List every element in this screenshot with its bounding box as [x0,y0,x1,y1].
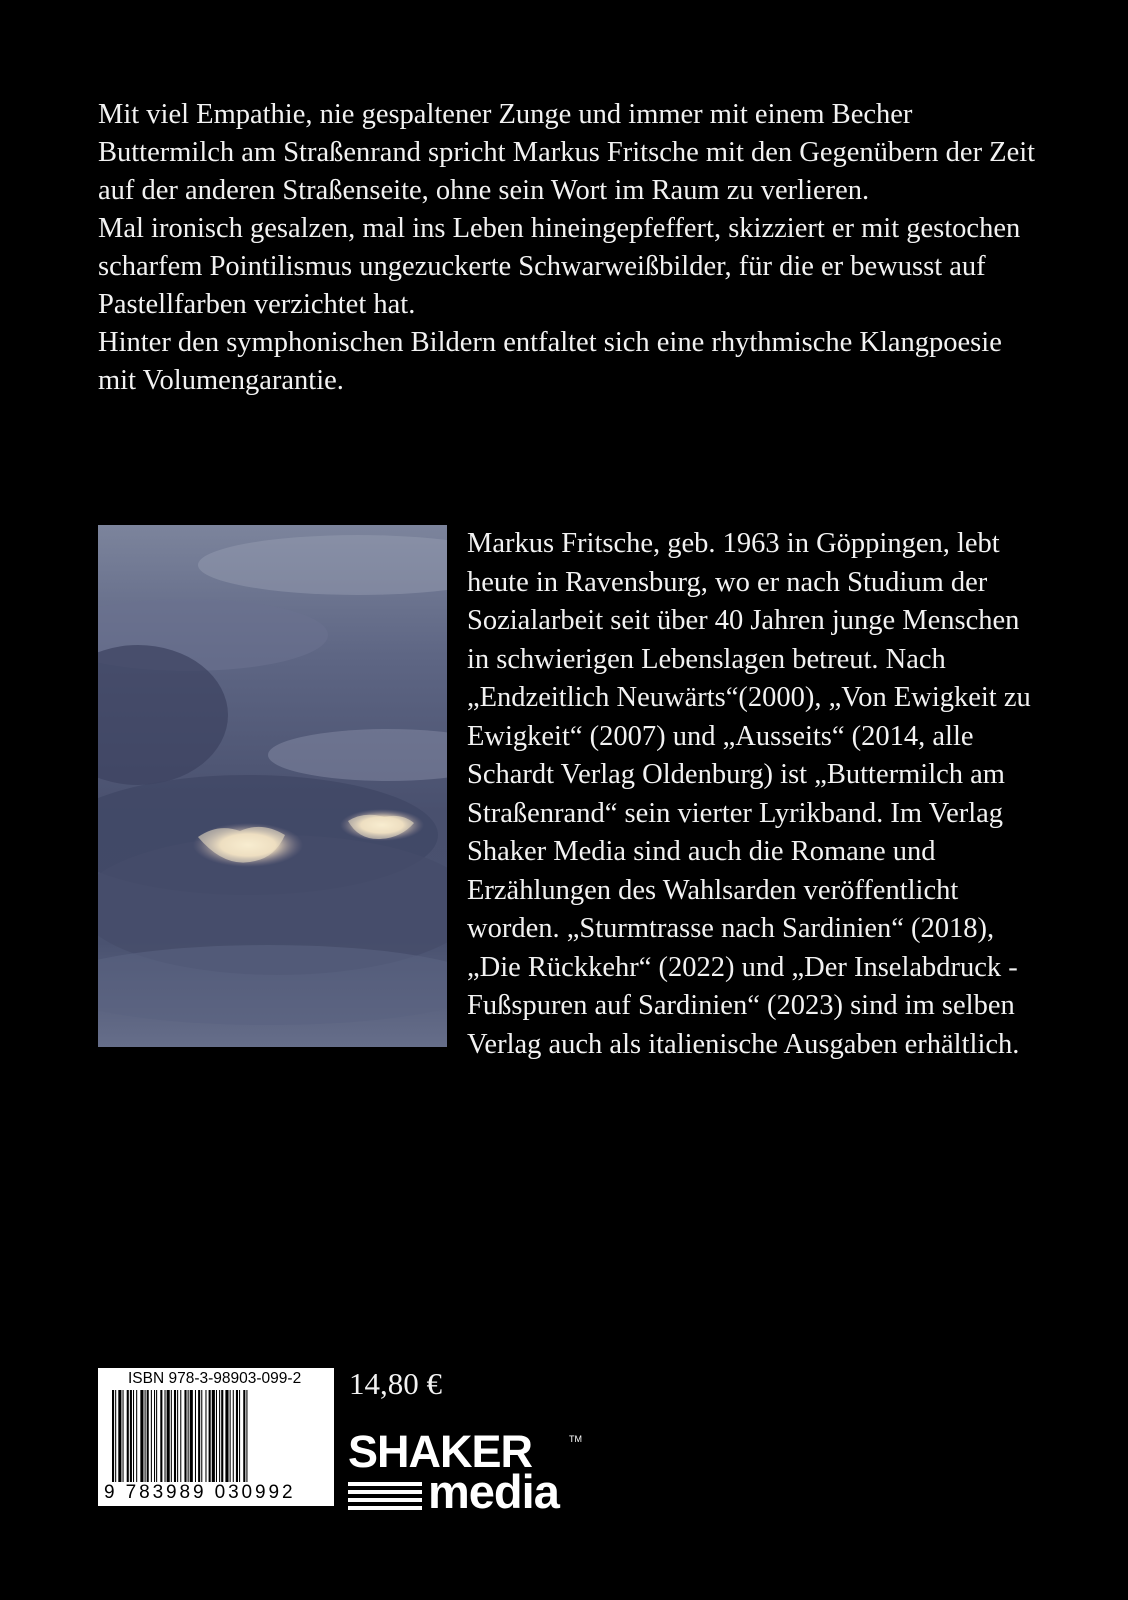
barcode-bar [140,1390,143,1482]
barcode-bar [133,1390,134,1482]
barcode-bar [154,1390,155,1482]
barcode-bar [236,1390,238,1482]
barcode-bar [198,1390,200,1482]
author-bio-text: Markus Fritsche, geb. 1963 in Göppingen, lebt heute in Ravensburg, wo er nach Studium der Sozialarbeit seit über 40 Jahren junge Menschen in schwierigen Lebenslagen betreut. Nach „Endzeitlich Neuwärts“(2000), „Von Ewigkeit zu Ewigkeit“ (2007) und „Ausseits“ (2014, alle Schardt Verlag Oldenburg) ist „Buttermilch am Straßenrand“ sein vierter Lyrikband. Im Verlag Shaker Media sind auch die Romane und Erzählungen des Wahlsarden veröffentlicht worden. „Sturmtrasse nach Sardinien“ (2018), „Die Rückkehr“ (2022) und „Der Inselabdruck - Fußspuren auf Sardinien“ (2023) sind im selben Verlag auch als italienische Ausgaben erhältlich. [467,528,1031,1060]
barcode-bar [130,1390,132,1482]
barcode-bar [201,1390,202,1482]
barcode-bar [246,1390,247,1482]
barcode-bar [219,1390,220,1482]
author-bio [98,525,1048,1064]
barcode-bar [165,1390,166,1482]
barcode-bar [167,1390,170,1482]
blurb-paragraph-3: Hinter den symphonischen Bildern entfaltet sich eine rhythmische Klangpoesie mit Volumengarantie. [98,327,1002,396]
barcode-bar [216,1390,217,1482]
logo-trademark: TM [569,1434,582,1444]
barcode-bar [160,1390,162,1482]
blurb-paragraph-2: Mal ironisch gesalzen, mal ins Leben hineingepfeffert, skizziert er mit gestochen scharfem Pointilismus ungezuckerte Schwarweißbilder, für die er bewusst auf Pastellfarben verzichtet hat. [98,213,1021,320]
logo-shaker-text: SHAKER [348,1426,533,1477]
barcode-bar [239,1390,240,1482]
barcode-bar [118,1390,121,1482]
barcode-bar [151,1390,152,1482]
isbn-barcode [98,1368,334,1506]
barcode-bar [123,1390,124,1482]
barcode-bar [156,1390,157,1482]
barcode-bar [190,1390,193,1482]
barcode-bar [127,1390,129,1482]
barcode-bar [233,1390,234,1482]
barcode-bar [115,1390,116,1482]
logo-stripes-icon [348,1480,426,1510]
barcode-bar [230,1390,231,1482]
barcode-bar [171,1390,172,1482]
barcode-bar [209,1390,211,1482]
barcode-bar [225,1390,228,1482]
barcode-bar [195,1390,196,1482]
barcode-bar [136,1390,137,1482]
barcode-bar [243,1390,245,1482]
ean-digits: 9 783989 030992 [104,1482,296,1503]
barcode-bars [112,1390,324,1482]
barcode-bar [112,1390,114,1482]
barcode-bar [184,1390,186,1482]
logo-media-text: media [428,1465,559,1518]
barcode-bar [180,1390,181,1482]
barcode-bar [147,1390,149,1482]
barcode-bar [177,1390,178,1482]
back-cover-blurb [98,96,1038,400]
photo-spacer [98,525,467,1055]
barcode-bar [145,1390,146,1482]
blurb-paragraph-1: Mit viel Empathie, nie gespaltener Zunge und immer mit einem Becher Buttermilch am Straßenrand spricht Markus Fritsche mit den Gegenübern der Zeit auf der anderen Straßenseite, ohne sein Wort im Raum zu verlieren. [98,99,1036,206]
barcode-bar [212,1390,215,1482]
barcode-bar [221,1390,223,1482]
shaker-media-logo [348,1426,588,1518]
barcode-bar [174,1390,176,1482]
barcode-bar [188,1390,189,1482]
price: 14,80 € [349,1366,442,1401]
isbn-label: ISBN 978-3-98903-099-2 [128,1370,302,1387]
barcode-bar [205,1390,206,1482]
